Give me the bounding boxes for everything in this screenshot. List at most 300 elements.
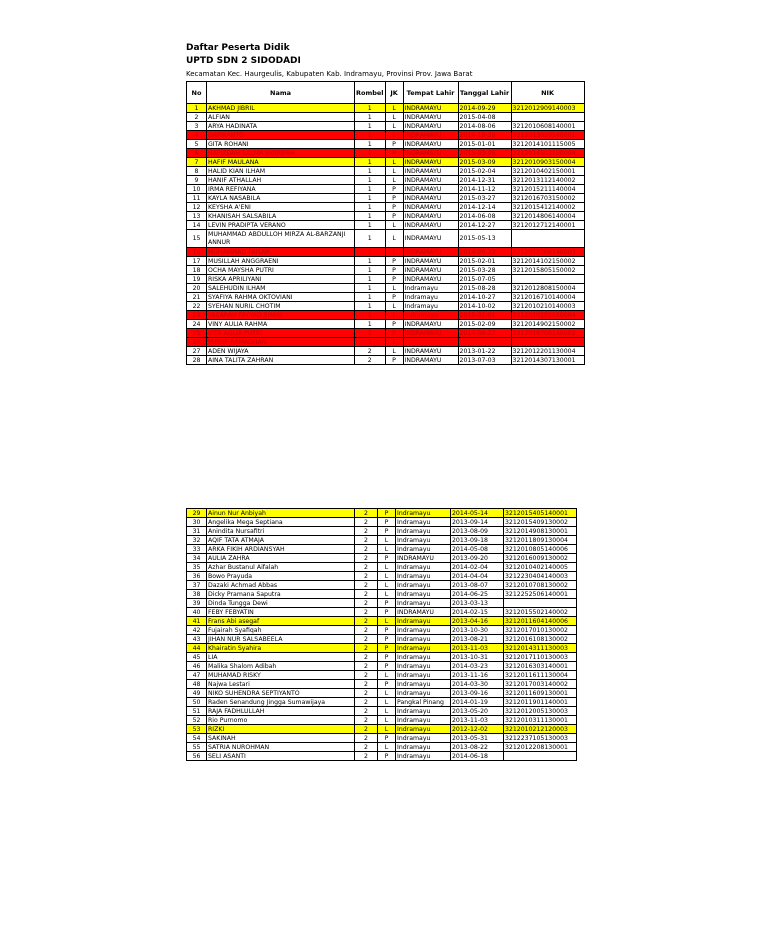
cell-nama: FEBY FEBYATIN (207, 608, 355, 617)
cell-rombel: 2 (355, 698, 378, 707)
cell-jk: P (385, 329, 403, 338)
cell-tanggal-lahir: 2014-06-08 (458, 212, 511, 221)
cell-no: 24 (187, 320, 207, 329)
cell-nama: HAFIZDAH SALMA SYARIFAH (207, 149, 355, 158)
cell-jk: L (385, 131, 403, 140)
cell-nik: 3212010402150001 (511, 167, 584, 176)
cell-tanggal-lahir: 2014-06-18 (451, 752, 504, 761)
table-row (187, 752, 577, 761)
cell-tanggal-lahir: 2015-05-13 (458, 230, 511, 248)
cell-nik: 3212011809130004 (504, 536, 577, 545)
cell-nik (511, 230, 584, 248)
cell-jk: P (378, 509, 396, 518)
cell-nama: Raden Senandung Jingga Sumawijaya (207, 698, 355, 707)
table-row (187, 302, 585, 311)
cell-rombel: 2 (355, 662, 378, 671)
cell-jk: P (378, 644, 396, 653)
cell-jk: L (385, 338, 403, 347)
cell-rombel: 2 (355, 518, 378, 527)
cell-nama: Azhar Bustanul Aifalah (207, 563, 355, 572)
location-line: Kecamatan Kec. Haurgeulis, Kabupaten Kab. Indramayu, Provinsi Prov. Jawa Barat (186, 70, 473, 78)
cell-tempat-lahir: Indramayu (396, 536, 451, 545)
cell-nama: VINY AULIA RAHMA (207, 320, 355, 329)
cell-nik: 3212011901140001 (504, 698, 577, 707)
cell-nama: SYEHAN NURIL CHOTIM (207, 302, 355, 311)
cell-tempat-lahir: INDRAMAYU (403, 113, 458, 122)
cell-nik: 3212014102150002 (511, 257, 584, 266)
cell-jk: L (378, 689, 396, 698)
cell-jk: P (378, 518, 396, 527)
cell-nik: 3212016706140002 (511, 329, 584, 338)
cell-nik: 3212013010140001 (511, 131, 584, 140)
cell-no: 11 (187, 194, 207, 203)
cell-tempat-lahir: Indramayu (396, 581, 451, 590)
cell-tempat-lahir: Indramayu (396, 545, 451, 554)
table-row (187, 653, 577, 662)
cell-nik (511, 275, 584, 284)
table-row (187, 113, 585, 122)
col-header-nik: NIK (511, 82, 584, 104)
cell-jk: L (378, 617, 396, 626)
cell-jk: L (385, 311, 403, 320)
cell-tempat-lahir: INDRAMAYU (403, 320, 458, 329)
table-row (187, 599, 577, 608)
cell-jk: P (385, 320, 403, 329)
cell-rombel: 2 (355, 617, 378, 626)
cell-tanggal-lahir: 2013-09-20 (451, 554, 504, 563)
cell-rombel: 1 (355, 338, 386, 347)
cell-jk: P (385, 356, 403, 365)
cell-nik: 3212010805140006 (504, 545, 577, 554)
cell-tempat-lahir (403, 338, 458, 347)
table-row (187, 617, 577, 626)
cell-nama: RAJA FADHLULLAH (207, 707, 355, 716)
table-row (187, 581, 577, 590)
cell-tempat-lahir: Indramayu (396, 527, 451, 536)
cell-nik: 3212237105130003 (504, 734, 577, 743)
table-row (187, 626, 577, 635)
cell-rombel: 2 (355, 563, 378, 572)
cell-tempat-lahir: INDRAMAYU (396, 608, 451, 617)
cell-jk: P (378, 554, 396, 563)
cell-tempat-lahir: Indramayu (396, 689, 451, 698)
cell-tanggal-lahir: 2014-12-31 (458, 176, 511, 185)
cell-rombel: 1 (355, 113, 386, 122)
cell-rombel: 2 (355, 716, 378, 725)
cell-tempat-lahir: Indramayu (403, 284, 458, 293)
cell-jk: L (378, 707, 396, 716)
cell-jk: P (385, 257, 403, 266)
cell-rombel: 2 (355, 635, 378, 644)
cell-no: 25 (187, 329, 207, 338)
cell-jk: P (378, 653, 396, 662)
cell-nik: 3212011609130001 (504, 689, 577, 698)
cell-nama: AINA TALITA ZAHRAN (207, 356, 355, 365)
cell-tanggal-lahir: 2015-01-01 (458, 140, 511, 149)
cell-no: 44 (187, 644, 207, 653)
cell-no: 41 (187, 617, 207, 626)
cell-rombel: 2 (355, 347, 386, 356)
cell-no: 28 (187, 356, 207, 365)
cell-rombel: 1 (355, 248, 386, 257)
cell-tanggal-lahir: 2014-06-25 (451, 590, 504, 599)
table-row (187, 527, 577, 536)
cell-jk: P (385, 275, 403, 284)
cell-no: 39 (187, 599, 207, 608)
cell-rombel: 2 (355, 734, 378, 743)
cell-tanggal-lahir: 2013-08-09 (451, 527, 504, 536)
cell-jk: L (385, 284, 403, 293)
cell-no: 54 (187, 734, 207, 743)
cell-tanggal-lahir: 2015-07-05 (458, 275, 511, 284)
cell-nik: 3212011611130004 (504, 671, 577, 680)
cell-nik: 3212017010130002 (504, 626, 577, 635)
cell-no: 27 (187, 347, 207, 356)
cell-no: 3 (187, 122, 207, 131)
cell-no: 14 (187, 221, 207, 230)
cell-tanggal-lahir: 2015-01-01 (458, 311, 511, 320)
cell-tempat-lahir: INDRAMAYU (403, 212, 458, 221)
cell-nik (511, 338, 584, 347)
cell-no: 36 (187, 572, 207, 581)
cell-rombel: 2 (355, 572, 378, 581)
table-row (187, 338, 585, 347)
cell-jk: P (378, 635, 396, 644)
cell-no: 13 (187, 212, 207, 221)
table-row (187, 635, 577, 644)
cell-nama: MUSILLAH ANGGRAENI (207, 257, 355, 266)
cell-nik: 3212016703150002 (511, 194, 584, 203)
cell-jk: P (378, 752, 396, 761)
cell-nik: 3212016108130002 (504, 635, 577, 644)
cell-tempat-lahir: Indramayu (396, 509, 451, 518)
cell-rombel: 2 (355, 581, 378, 590)
cell-nama: SATRIA NUROHMAN (207, 743, 355, 752)
cell-nik: 3212014503150004 (511, 149, 584, 158)
cell-tanggal-lahir: 2015-03-05 (458, 149, 511, 158)
cell-tempat-lahir: Indramayu (396, 662, 451, 671)
cell-jk: L (385, 113, 403, 122)
cell-nama: Angelika Mega Septiana (207, 518, 355, 527)
cell-nama: Najwa Lestari (207, 680, 355, 689)
cell-nik: 3212017110130003 (504, 653, 577, 662)
cell-rombel: 1 (355, 302, 386, 311)
cell-no: 21 (187, 293, 207, 302)
table-row (187, 536, 577, 545)
cell-no: 42 (187, 626, 207, 635)
cell-tanggal-lahir: 2013-11-16 (451, 671, 504, 680)
cell-no: 47 (187, 671, 207, 680)
cell-rombel: 2 (355, 536, 378, 545)
cell-rombel: 2 (355, 527, 378, 536)
cell-jk: P (385, 149, 403, 158)
cell-tanggal-lahir: 2013-04-16 (451, 617, 504, 626)
cell-no: 1 (187, 104, 207, 113)
cell-tempat-lahir: Indramayu (396, 635, 451, 644)
cell-nama: Rio Purnomo (207, 716, 355, 725)
cell-jk: P (385, 185, 403, 194)
cell-no: 38 (187, 590, 207, 599)
table-row (187, 644, 577, 653)
cell-nik: 3212015409130002 (504, 518, 577, 527)
cell-rombel: 1 (355, 284, 386, 293)
cell-nik: 3212012712140001 (511, 221, 584, 230)
cell-tanggal-lahir: 2013-09-16 (451, 689, 504, 698)
cell-jk: P (385, 212, 403, 221)
cell-tanggal-lahir: 2015-02-04 (458, 167, 511, 176)
table-row (187, 734, 577, 743)
cell-rombel: 2 (355, 743, 378, 752)
cell-tanggal-lahir: 2014-01-19 (451, 698, 504, 707)
cell-tanggal-lahir: 2014-08-06 (458, 122, 511, 131)
cell-nama: KAYLA NASABILA (207, 194, 355, 203)
cell-tempat-lahir: INDRAMAYU (403, 266, 458, 275)
cell-no: 20 (187, 284, 207, 293)
cell-tempat-lahir: Indramayu (396, 725, 451, 734)
cell-nama: SELI ASANTI (207, 752, 355, 761)
table-row (187, 104, 585, 113)
cell-nik: 3212010708130002 (504, 581, 577, 590)
cell-rombel: 1 (355, 320, 386, 329)
cell-tempat-lahir: INDRAMAYU (403, 149, 458, 158)
cell-no: 45 (187, 653, 207, 662)
cell-tempat-lahir: INDRAMAYU (403, 167, 458, 176)
cell-no: 23 (187, 311, 207, 320)
cell-tempat-lahir: Indramayu (396, 680, 451, 689)
cell-no: 16 (187, 248, 207, 257)
table-row (187, 518, 577, 527)
cell-tanggal-lahir: 2015-03-27 (458, 194, 511, 203)
cell-tempat-lahir: INDRAMAYU (403, 347, 458, 356)
cell-nama: GITA ROHANI (207, 140, 355, 149)
cell-tempat-lahir: Indramayu (396, 653, 451, 662)
cell-tanggal-lahir: 2013-11-03 (451, 716, 504, 725)
cell-no: 34 (187, 554, 207, 563)
table-row (187, 671, 577, 680)
cell-tanggal-lahir: 2015-08-28 (458, 284, 511, 293)
cell-nama: Khairatin Syahira (207, 644, 355, 653)
cell-nama: MUHAMAD RISKY (207, 671, 355, 680)
cell-nama: ARKA FIKIH ARDIANSYAH (207, 545, 355, 554)
cell-jk: L (385, 302, 403, 311)
cell-tanggal-lahir: 2013-10-30 (451, 626, 504, 635)
cell-tanggal-lahir: 2013-01-22 (458, 347, 511, 356)
cell-nama: HALID KIAN ILHAM (207, 167, 355, 176)
cell-tempat-lahir: Indramayu (396, 572, 451, 581)
cell-rombel: 1 (355, 167, 386, 176)
cell-rombel: 1 (355, 176, 386, 185)
cell-rombel: 2 (355, 599, 378, 608)
cell-tanggal-lahir: 2014-03-30 (451, 680, 504, 689)
cell-jk: L (378, 536, 396, 545)
cell-tempat-lahir: INDRAMAYU (403, 248, 458, 257)
cell-nama: SYAFIYA RAHMA OKTOVIANI (207, 293, 355, 302)
cell-nik: 3212016009130002 (504, 554, 577, 563)
table-row (187, 212, 585, 221)
cell-tempat-lahir: Indramayu (396, 644, 451, 653)
cell-rombel: 2 (355, 707, 378, 716)
table-row (187, 743, 577, 752)
cell-nama: DARMANTO (207, 131, 355, 140)
cell-nama: AKHMAD JIBRIL (207, 104, 355, 113)
cell-tanggal-lahir: 2015-04-08 (458, 113, 511, 122)
cell-nik: 3212012201130004 (511, 347, 584, 356)
cell-nama: AULIA ZAHRA (207, 554, 355, 563)
cell-no: 33 (187, 545, 207, 554)
table-row (187, 689, 577, 698)
cell-nama: Anindita Nursafitri (207, 527, 355, 536)
cell-no: 48 (187, 680, 207, 689)
cell-nik: 3212014902150002 (511, 320, 584, 329)
cell-nik: 3212014311130003 (504, 644, 577, 653)
cell-tanggal-lahir: 2013-07-03 (458, 356, 511, 365)
cell-no: 35 (187, 563, 207, 572)
cell-nama: RIZKI (207, 725, 355, 734)
cell-jk: L (385, 347, 403, 356)
cell-jk: P (378, 599, 396, 608)
cell-rombel: 1 (355, 122, 386, 131)
table-row (187, 275, 585, 284)
table-row (187, 707, 577, 716)
cell-rombel: 1 (355, 311, 386, 320)
cell-tempat-lahir: INDRAMAYU (403, 221, 458, 230)
cell-jk: P (385, 203, 403, 212)
table-row (187, 284, 585, 293)
cell-tanggal-lahir: 2014-09-29 (458, 104, 511, 113)
cell-tempat-lahir: INDRAMAYU (396, 554, 451, 563)
table-row (187, 221, 585, 230)
cell-jk: L (385, 176, 403, 185)
table-row (187, 131, 585, 140)
cell-rombel: 1 (355, 221, 386, 230)
cell-nama: IRMA REFIYANA (207, 185, 355, 194)
cell-tanggal-lahir: 2013-10-31 (451, 653, 504, 662)
cell-tempat-lahir: INDRAMAYU (403, 329, 458, 338)
cell-tanggal-lahir: 2015-03-09 (458, 158, 511, 167)
table-row (187, 176, 585, 185)
cell-no: 40 (187, 608, 207, 617)
table-row (187, 140, 585, 149)
table-row (187, 149, 585, 158)
cell-tanggal-lahir: 2014-02-15 (451, 608, 504, 617)
cell-rombel: 2 (355, 626, 378, 635)
cell-nik: 3212014307130001 (511, 356, 584, 365)
cell-tanggal-lahir: 2014-03-23 (451, 662, 504, 671)
cell-tempat-lahir: INDRAMAYU (403, 140, 458, 149)
cell-nik: 3212230404140003 (504, 572, 577, 581)
cell-tempat-lahir: Indramayu (396, 671, 451, 680)
table-row (187, 257, 585, 266)
cell-jk: L (378, 563, 396, 572)
cell-nama: Frans Abi asegaf (207, 617, 355, 626)
cell-nik: 3212010402140005 (504, 563, 577, 572)
cell-tanggal-lahir: 2014-10-30 (458, 131, 511, 140)
cell-nik: 3212012206140003 (511, 248, 584, 257)
table-row (187, 311, 585, 320)
cell-rombel: 2 (355, 509, 378, 518)
table-row (187, 590, 577, 599)
cell-jk: P (385, 194, 403, 203)
cell-no: 12 (187, 203, 207, 212)
cell-nik: 3212010903150004 (511, 158, 584, 167)
table-row (187, 185, 585, 194)
cell-tempat-lahir: INDRAMAYU (403, 122, 458, 131)
cell-rombel: 1 (355, 275, 386, 284)
cell-no: 29 (187, 509, 207, 518)
cell-no: 18 (187, 266, 207, 275)
cell-jk: L (378, 581, 396, 590)
cell-rombel: 2 (355, 725, 378, 734)
cell-nama: ARYA HADINATA (207, 122, 355, 131)
cell-nama: MUHAMMAD ABDULLOH MIRZA AL-BARZANJI ANNUR (207, 230, 355, 248)
cell-nama: NIKO SUHENDRA SEPTIYANTO (207, 689, 355, 698)
cell-no: 53 (187, 725, 207, 734)
cell-jk: L (385, 167, 403, 176)
cell-nik: 3212010212120003 (504, 725, 577, 734)
cell-rombel: 1 (355, 329, 386, 338)
cell-tanggal-lahir: 2014-02-04 (451, 563, 504, 572)
table-row (187, 194, 585, 203)
page-title: Daftar Peserta Didik (186, 43, 290, 53)
cell-jk: L (378, 545, 396, 554)
cell-tempat-lahir: Indramayu (396, 752, 451, 761)
cell-no: 43 (187, 635, 207, 644)
cell-rombel: 2 (355, 671, 378, 680)
cell-jk: P (385, 293, 403, 302)
cell-no: 15 (187, 230, 207, 248)
cell-jk: L (385, 122, 403, 131)
cell-nama: AQIF TATA ATMAJA (207, 536, 355, 545)
cell-tanggal-lahir: 2015-02-01 (458, 257, 511, 266)
table-row (187, 572, 577, 581)
table-row (187, 203, 585, 212)
cell-jk: L (378, 716, 396, 725)
cell-tanggal-lahir (458, 338, 511, 347)
cell-rombel: 2 (355, 644, 378, 653)
cell-tanggal-lahir: 2013-05-31 (451, 734, 504, 743)
cell-tempat-lahir: INDRAMAYU (403, 203, 458, 212)
cell-tanggal-lahir: 2014-10-27 (458, 293, 511, 302)
cell-jk: L (378, 572, 396, 581)
cell-rombel: 1 (355, 230, 386, 248)
table-row (187, 563, 577, 572)
cell-tanggal-lahir: 2015-03-28 (458, 266, 511, 275)
cell-no: 56 (187, 752, 207, 761)
cell-tempat-lahir: Indramayu (403, 302, 458, 311)
cell-jk: L (385, 248, 403, 257)
cell-tempat-lahir: Indramayu (396, 716, 451, 725)
cell-jk: L (378, 671, 396, 680)
cell-tempat-lahir: Indramayu (396, 563, 451, 572)
cell-nik (504, 752, 577, 761)
col-header-rombel: Rombel (355, 82, 386, 104)
cell-tanggal-lahir: 2014-12-14 (458, 203, 511, 212)
cell-nik: 3212012808150004 (511, 284, 584, 293)
cell-jk: L (378, 698, 396, 707)
cell-no: 26 (187, 338, 207, 347)
table-row (187, 230, 585, 248)
cell-nik: 3212010311130001 (504, 716, 577, 725)
col-header-no: No (187, 82, 207, 104)
cell-tempat-lahir: Indramayu (396, 734, 451, 743)
cell-nik: 3212012005130003 (504, 707, 577, 716)
cell-rombel: 1 (355, 293, 386, 302)
cell-tempat-lahir: Indramayu (396, 590, 451, 599)
cell-tanggal-lahir: 2014-10-02 (458, 302, 511, 311)
cell-nama: KEYSHA A'ENI (207, 203, 355, 212)
cell-nik: 3212015412140002 (511, 203, 584, 212)
table-row (187, 554, 577, 563)
